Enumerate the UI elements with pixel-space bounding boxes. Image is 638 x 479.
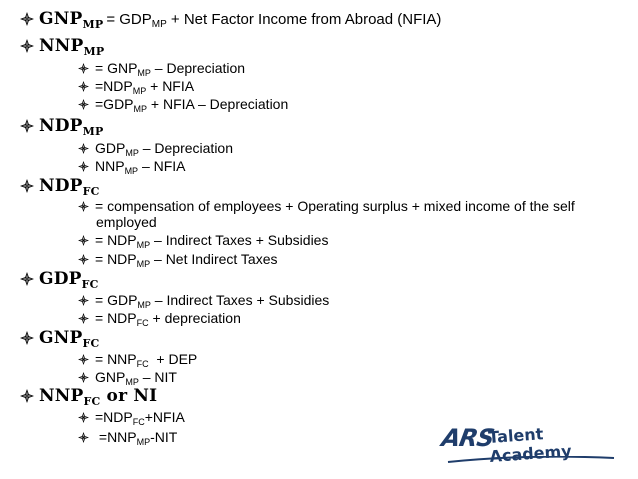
heading-subscript: FC bbox=[82, 185, 100, 198]
list-item bbox=[78, 429, 178, 447]
four-point-star-bullet-icon bbox=[20, 179, 34, 193]
item-subscript: FC bbox=[136, 318, 149, 328]
four-point-star-bullet-icon bbox=[78, 235, 89, 246]
item-text: = GDP bbox=[95, 292, 138, 308]
item-text: + DEP bbox=[148, 351, 198, 367]
item-text: GDP bbox=[95, 140, 126, 156]
list-item bbox=[78, 60, 246, 78]
four-point-star-bullet-icon bbox=[78, 99, 89, 110]
four-point-star-bullet-icon bbox=[78, 161, 89, 172]
item-subscript: MP bbox=[137, 300, 151, 310]
heading-text: GDP bbox=[39, 269, 82, 289]
item-subscript: MP bbox=[136, 240, 151, 250]
heading-text: NDP bbox=[39, 116, 83, 136]
heading-text: NNP bbox=[39, 386, 84, 406]
list-item bbox=[78, 310, 241, 328]
four-point-star-bullet-icon bbox=[78, 354, 89, 365]
heading-subscript: FC bbox=[83, 395, 101, 408]
item-subscript: MP bbox=[136, 437, 151, 447]
item-text: = NDP bbox=[95, 251, 137, 267]
logo-text: Talent Academy bbox=[487, 424, 573, 466]
item-subscript: MP bbox=[124, 166, 139, 176]
four-point-star-bullet-icon bbox=[78, 313, 89, 324]
list-item bbox=[78, 232, 329, 250]
list-item bbox=[78, 158, 186, 176]
heading-text: NDP bbox=[39, 176, 83, 196]
item-subscript: MP bbox=[132, 86, 147, 96]
list-item bbox=[78, 96, 289, 114]
item-text: = NDP bbox=[95, 310, 137, 326]
formula-subscript: MP bbox=[151, 19, 167, 30]
item-text: – Depreciation bbox=[150, 60, 246, 76]
heading-ndp-mp bbox=[20, 116, 104, 138]
item-subscript: MP bbox=[125, 148, 139, 158]
item-subscript: MP bbox=[136, 259, 151, 269]
item-subscript: MP bbox=[125, 377, 139, 387]
item-text: = NDP bbox=[95, 232, 137, 248]
heading-subscript: FC bbox=[81, 278, 99, 291]
item-subscript: MP bbox=[133, 104, 148, 114]
list-item bbox=[78, 78, 195, 96]
item-text: = GNP bbox=[95, 60, 138, 76]
four-point-star-bullet-icon bbox=[78, 372, 89, 383]
list-item-continuation: employed bbox=[96, 214, 157, 230]
four-point-star-bullet-icon bbox=[20, 119, 34, 133]
item-subscript: FC bbox=[132, 417, 145, 427]
four-point-star-bullet-icon bbox=[78, 432, 89, 443]
heading-text: or NI bbox=[100, 386, 158, 406]
item-text: – Depreciation bbox=[138, 140, 234, 156]
four-point-star-bullet-icon bbox=[20, 389, 34, 403]
item-text: +NFIA bbox=[144, 409, 185, 425]
ars-talent-academy-logo bbox=[439, 420, 622, 466]
item-text: NNP bbox=[95, 158, 125, 174]
four-point-star-bullet-icon bbox=[20, 39, 34, 53]
heading-subscript: MP bbox=[82, 18, 104, 31]
item-text: + depreciation bbox=[148, 310, 241, 326]
item-text: GNP bbox=[95, 369, 126, 385]
list-item bbox=[78, 409, 185, 427]
item-text: – Indirect Taxes + Subsidies bbox=[150, 292, 330, 308]
logo-ars-mark: ARS bbox=[439, 424, 496, 452]
item-text: = NNP bbox=[95, 351, 137, 367]
heading-ndp-fc bbox=[20, 176, 100, 198]
heading-subscript: MP bbox=[82, 125, 104, 138]
item-subscript: FC bbox=[136, 359, 149, 369]
list-item bbox=[78, 292, 330, 310]
item-text: = compensation of employees + Operating surplus + mixed income of the self bbox=[95, 198, 575, 214]
heading-subscript: FC bbox=[82, 337, 100, 350]
list-item bbox=[78, 369, 177, 387]
item-text: + NFIA – Depreciation bbox=[147, 96, 289, 112]
four-point-star-bullet-icon bbox=[78, 143, 89, 154]
four-point-star-bullet-icon bbox=[78, 254, 89, 265]
four-point-star-bullet-icon bbox=[20, 331, 34, 345]
heading-text: GNP bbox=[39, 9, 83, 29]
item-text: – Net Indirect Taxes bbox=[150, 251, 278, 267]
item-text: – NFIA bbox=[138, 158, 186, 174]
four-point-star-bullet-icon bbox=[78, 412, 89, 423]
item-subscript: MP bbox=[137, 68, 151, 78]
list-item bbox=[78, 351, 198, 369]
item-text: =GDP bbox=[95, 96, 134, 112]
list-item bbox=[78, 251, 278, 269]
list-item bbox=[78, 199, 575, 213]
item-text: + NFIA bbox=[146, 78, 195, 94]
item-text: -NIT bbox=[150, 429, 178, 445]
four-point-star-bullet-icon bbox=[20, 12, 34, 26]
heading-subscript: MP bbox=[83, 45, 105, 58]
four-point-star-bullet-icon bbox=[78, 63, 89, 74]
four-point-star-bullet-icon bbox=[20, 272, 34, 286]
item-text: – Indirect Taxes + Subsidies bbox=[150, 232, 329, 248]
heading-nnp-fc-or-ni bbox=[20, 386, 158, 408]
logo-swoosh-icon bbox=[446, 456, 616, 464]
formula-text: + Net Factor Income from Abroad (NFIA) bbox=[166, 11, 442, 28]
item-text: =NDP bbox=[95, 409, 133, 425]
heading-gdp-fc bbox=[20, 269, 99, 291]
heading-gnp-fc bbox=[20, 328, 100, 350]
item-text: – NIT bbox=[138, 369, 177, 385]
heading-gnp-mp bbox=[20, 9, 442, 31]
item-text: =NNP bbox=[95, 429, 137, 445]
heading-text: NNP bbox=[39, 36, 84, 56]
four-point-star-bullet-icon bbox=[78, 295, 89, 306]
list-item bbox=[78, 140, 234, 158]
item-text: =NDP bbox=[95, 78, 133, 94]
four-point-star-bullet-icon bbox=[78, 201, 89, 212]
heading-text: GNP bbox=[39, 328, 83, 348]
four-point-star-bullet-icon bbox=[78, 81, 89, 92]
formula-text: = GDP bbox=[106, 11, 152, 28]
heading-nnp-mp bbox=[20, 36, 105, 58]
